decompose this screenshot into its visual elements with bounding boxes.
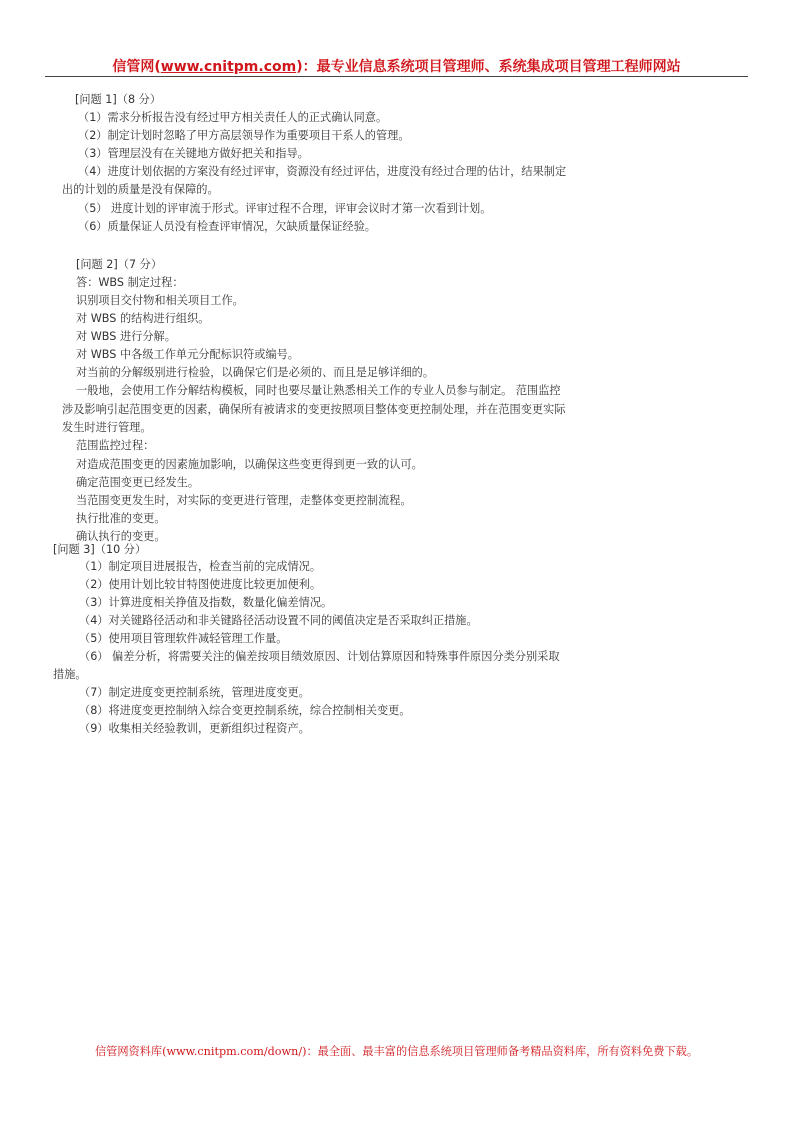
q2-line: 对 WBS 进行分解。 <box>76 330 176 343</box>
q3-line: 措施。 <box>53 668 87 681</box>
question-1-title: [问题 1]（8 分） <box>75 93 162 106</box>
q2-line: 对造成范围变更的因素施加影响，以确保这些变更得到更一致的认可。 <box>76 458 423 471</box>
q1-line: （5） 进度计划的评审流于形式。评审过程不合理，评审会议时才第一次看到计划。 <box>78 202 492 215</box>
q2-line: 对当前的分解级别进行检验，以确保它们是必须的、而且是足够详细的。 <box>76 366 435 379</box>
q2-line: 范围监控过程： <box>76 439 155 452</box>
q2-line: 当范围变更发生时，对实际的变更进行管理，走整体变更控制流程。 <box>76 494 412 507</box>
q3-line: （3）计算进度相关挣值及指数，数量化偏差情况。 <box>79 596 333 609</box>
q3-line: （7）制定进度变更控制系统，管理进度变更。 <box>79 686 310 699</box>
page-footer: 信管网资料库(www.cnitpm.com/down/)：最全面、最丰富的信息系统项目管理师备考精品资料库，所有资料免费下载。 <box>94 1045 699 1058</box>
header-url-link[interactable]: www.cnitpm.com <box>160 59 297 75</box>
q2-line: 一般地，会使用工作分解结构模板，同时也要尽量让熟悉相关工作的专业人员参与制定。 范围监控 <box>76 384 561 397</box>
q3-line: （2）使用计划比较甘特图使进度比较更加便利。 <box>79 578 322 591</box>
q2-line: 确认执行的变更。 <box>76 530 166 543</box>
q3-line: （1）制定项目进展报告，检查当前的完成情况。 <box>79 560 322 573</box>
header-divider <box>45 76 748 77</box>
q1-line: （4）进度计划依据的方案没有经过评审，资源没有经过评估，进度没有经过合理的估计，结果制定 <box>78 165 567 178</box>
q2-line: 执行批准的变更。 <box>76 512 166 525</box>
q3-line: （5）使用项目管理软件减轻管理工作量。 <box>79 632 288 645</box>
q3-line: （8）将进度变更控制纳入综合变更控制系统，综合控制相关变更。 <box>79 704 411 717</box>
question-2-title: [问题 2]（7 分） <box>76 258 163 271</box>
q2-line: 对 WBS 的结构进行组织。 <box>76 312 210 325</box>
q3-line: （4）对关键路径活动和非关键路径活动设置不同的阈值决定是否采取纠正措施。 <box>79 614 478 627</box>
q3-line: （9）收集相关经验教训，更新组织过程资产。 <box>79 722 310 735</box>
header-site: 信管网( <box>112 59 161 75</box>
q1-line: （6）质量保证人员没有检查评审情况，欠缺质量保证经验。 <box>78 220 376 233</box>
q1-line: （2）制定计划时忽略了甲方高层领导作为重要项目干系人的管理。 <box>78 129 410 142</box>
question-3-title: [问题 3]（10 分） <box>53 543 147 556</box>
q2-line: 涉及影响引起范围变更的因素，确保所有被请求的变更按照项目整体变更控制处理，并在范围变更实际 <box>62 403 566 416</box>
q2-line: 确定范围变更已经发生。 <box>76 476 200 489</box>
q3-line: （6） 偏差分析，将需要关注的偏差按项目绩效原因、计划估算原因和特殊事件原因分类分别采取 <box>79 650 560 663</box>
q2-line: 答：WBS 制定过程： <box>76 276 184 289</box>
page-header <box>45 56 748 76</box>
q2-line: 发生时进行管理。 <box>62 421 152 434</box>
header-tagline: )：最专业信息系统项目管理师、系统集成项目管理工程师网站 <box>296 59 681 75</box>
q1-line: （3）管理层没有在关键地方做好把关和指导。 <box>78 147 309 160</box>
q2-line: 识别项目交付物和相关项目工作。 <box>76 294 244 307</box>
q2-line: 对 WBS 中各级工作单元分配标识符或编号。 <box>76 348 299 361</box>
q1-line: 出的计划的质量是没有保障的。 <box>62 183 219 196</box>
q1-line: （1）需求分析报告没有经过甲方相关责任人的正式确认同意。 <box>78 111 388 124</box>
